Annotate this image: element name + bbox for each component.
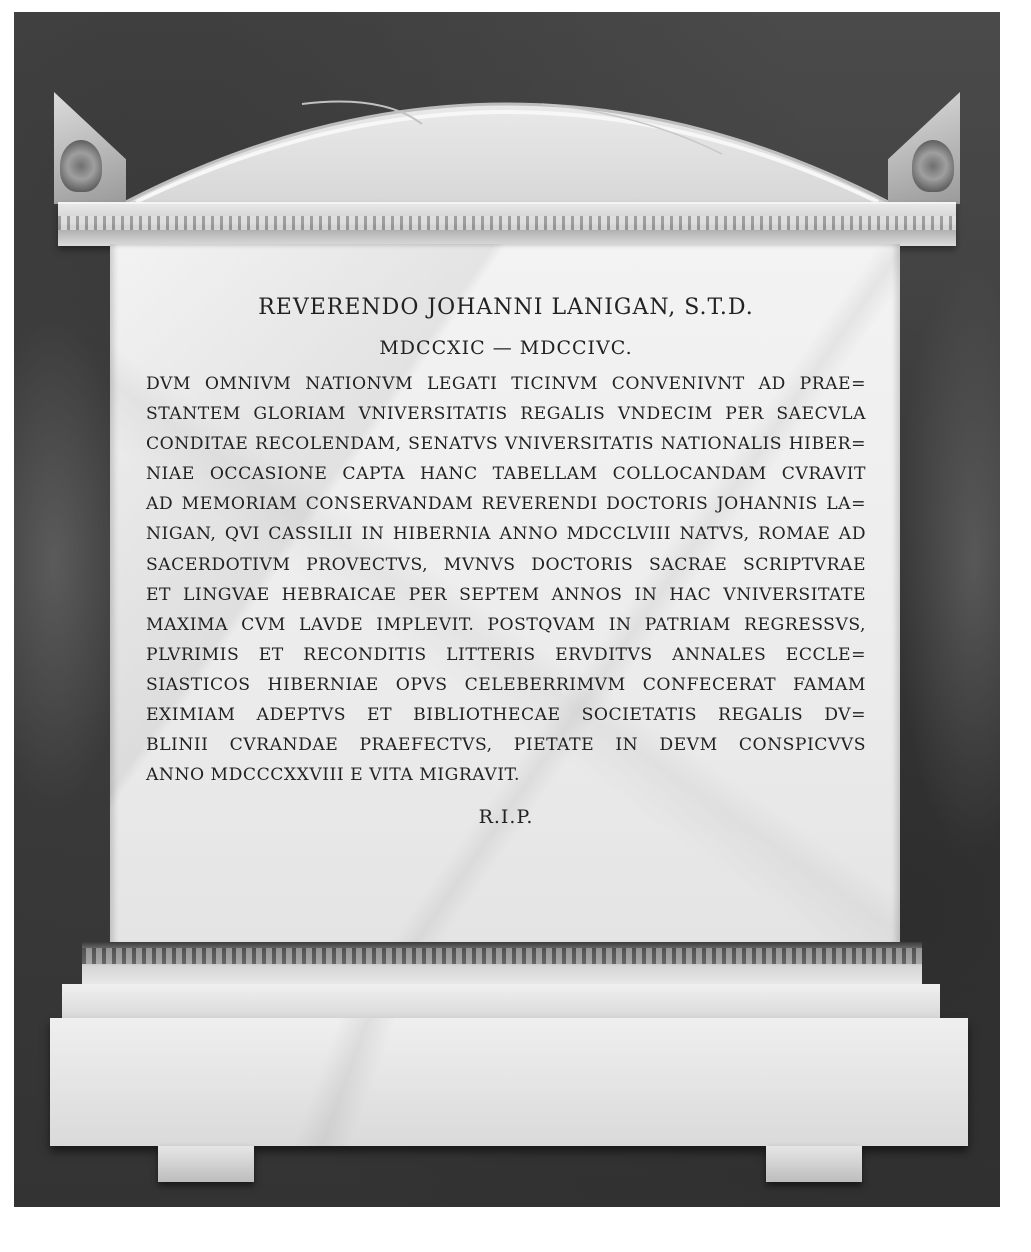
inscription-line: AD MEMORIAM CONSERVANDAM REVERENDI DOCTORIS JOHANNIS LA= bbox=[146, 494, 866, 515]
inscription-line: ANNO MDCCCXXVIII E VITA MIGRAVIT. bbox=[146, 765, 520, 786]
inscription-line: SIASTICOS HIBERNIAE OPVS CELEBERRIMVM CONFECERAT FAMAM bbox=[146, 674, 866, 695]
leaf-ornament-icon bbox=[912, 140, 954, 192]
base-plinth bbox=[50, 1018, 968, 1146]
left-acroterion bbox=[54, 92, 126, 204]
inscription-line: DVM OMNIVM NATIONVM LEGATI TICINVM CONVENIVNT AD PRAE= bbox=[146, 374, 866, 394]
marble-tablet bbox=[110, 244, 900, 946]
photograph bbox=[14, 12, 1000, 1207]
inscription-line: STANTEM GLORIAM VNIVERSITATIS REGALIS VNDECIM PER SAECVLA bbox=[146, 404, 866, 425]
inscription-line: EXIMIAM ADEPTVS ET BIBLIOTHECAE SOCIETATIS REGALIS DV= bbox=[146, 705, 866, 726]
inscription-line: BLINII CVRANDAE PRAEFECTVS, PIETATE IN DEVM CONSPICVVS bbox=[146, 735, 866, 756]
inscription-line: PLVRIMIS ET RECONDITIS LITTERIS ERVDITVS ANNALES ECCLE= bbox=[146, 644, 866, 665]
inscription-line: SACERDOTIVM PROVECTVS, MVNVS DOCTORIS SACRAE SCRIPTVRAE bbox=[146, 554, 866, 575]
inscription bbox=[146, 294, 866, 828]
inscription-line: CONDITAE RECOLENDAM, SENATVS VNIVERSITATIS NATIONALIS HIBER= bbox=[146, 434, 866, 455]
wall-stain bbox=[894, 262, 1000, 862]
inscription-line: ET LINGVAE HEBRAICAE PER SEPTEM ANNOS IN HAC VNIVERSITATE bbox=[146, 584, 866, 605]
inscription-heading: REVERENDO JOHANNI LANIGAN, S.T.D. bbox=[258, 295, 754, 320]
inscription-body bbox=[146, 369, 866, 790]
left-foot bbox=[158, 1146, 254, 1182]
right-foot bbox=[766, 1146, 862, 1182]
base-plinth-top bbox=[62, 984, 940, 1020]
egg-and-dart-molding bbox=[58, 216, 956, 230]
egg-and-dart-molding bbox=[82, 948, 922, 964]
right-acroterion bbox=[888, 92, 960, 204]
inscription-dates: MDCCXIC — MDCCIVC. bbox=[379, 337, 633, 359]
cornice bbox=[58, 202, 956, 246]
inscription-line: MAXIMA CVM LAVDE IMPLEVIT. POSTQVAM IN PATRIAM REGRESSVS, bbox=[146, 614, 866, 635]
leaf-ornament-icon bbox=[60, 140, 102, 192]
inscription-closing: R.I.P. bbox=[478, 806, 534, 829]
inscription-line: NIGAN, QVI CASSILII IN HIBERNIA ANNO MDCCLVIII NATVS, ROMAE AD bbox=[146, 524, 866, 545]
base-molding bbox=[82, 942, 922, 986]
inscription-line: NIAE OCCASIONE CAPTA HANC TABELLAM COLLOCANDAM CVRAVIT bbox=[146, 464, 866, 485]
